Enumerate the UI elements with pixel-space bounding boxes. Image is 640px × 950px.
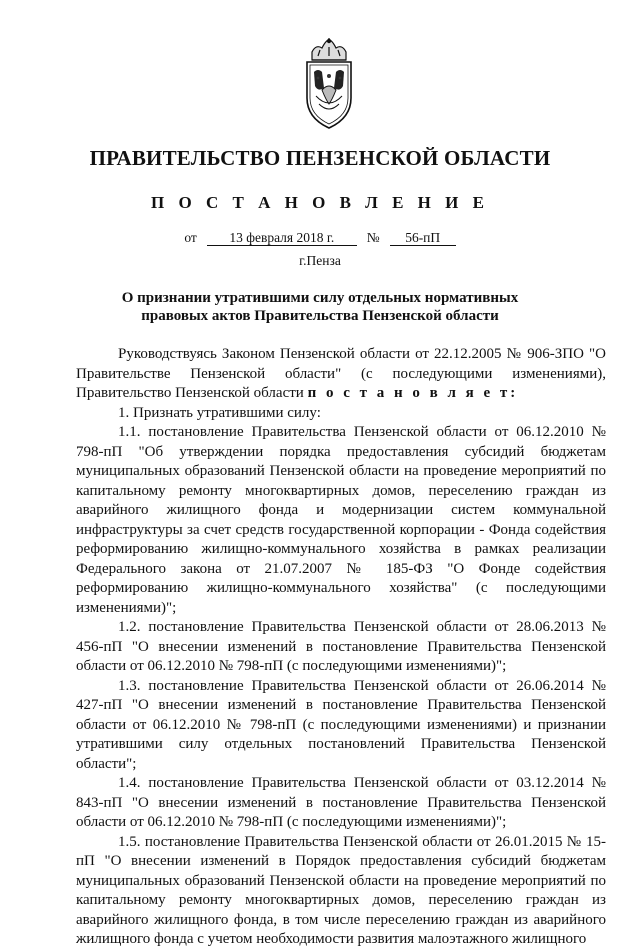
preamble-paragraph bbox=[76, 345, 606, 404]
document-date: 13 февраля 2018 г. bbox=[207, 230, 357, 246]
city-name: г.Пенза bbox=[299, 253, 341, 268]
item-1-1: 1.1. постановление Правительства Пензенской области от 06.12.2010 № 798-пП "Об утверждении порядка предоставления субсидий бюджетам муниципальных образований Пензенской области на проведение мероприятий по капитальному ремонту многоквартирных домов, переселению граждан из аварийного жилищного фонда и модернизации систем коммунальной инфраструктуры за счет средств государственной корпорации - Фонда содействия реформированию жилищно-коммунального хозяйства в рамках реализации Федерального закона от 21.07.2007 № 185-ФЗ "О Фонде содействия реформированию жилищно-коммунального хозяйства" (с последующими изменениями)"; bbox=[76, 424, 606, 616]
document-number: 56-пП bbox=[390, 230, 456, 246]
document-type-title: П О С Т А Н О В Л Е Н И Е bbox=[151, 193, 489, 212]
item-1-5: 1.5. постановление Правительства Пензенской области от 26.01.2015 № 15-пП "О внесении изменений в Порядок предоставления субсидий бюджетам муниципальных образований Пензенской области на проведение мероприятий по капитальному ремонту многоквартирных домов, переселению граждан из аварийного жилищного фонда, в том числе переселению граждан из аварийного жилищного фонда с учетом необходимости развития малоэтажного жилищного bbox=[76, 833, 606, 947]
subject-line-1: О признании утратившими силу отдельных нормативных bbox=[121, 290, 519, 306]
date-number-line bbox=[0, 230, 640, 246]
number-prefix: № bbox=[366, 230, 380, 245]
date-prefix: от bbox=[184, 230, 197, 245]
item-1: 1. Признать утратившими силу: bbox=[118, 404, 321, 421]
item-1-3: 1.3. постановление Правительства Пензенской области от 26.06.2014 № 427-пП "О внесении изменений в постановление Правительства Пензенской области от 06.12.2010 № 798-пП (с последующими изменениями) и признании утратившими силу отдельных постановлений Правительства Пензенской области"; bbox=[76, 677, 606, 772]
preamble-text: Руководствуясь Законом Пензенской области от 22.12.2005 № 906-ЗПО "О Правительстве Пензенской области" (с последующими изменениями), Правительство Пензенской области bbox=[76, 346, 606, 401]
item-1-2: 1.2. постановление Правительства Пензенской области от 28.06.2013 № 456-пП "О внесении изменений в постановление Правительства Пензенской области от 06.12.2010 № 798-пП (с последующими изменениями)"; bbox=[76, 619, 606, 674]
subject-line-2: правовых актов Правительства Пензенской области bbox=[141, 308, 499, 324]
penza-coat-of-arms-icon bbox=[298, 38, 360, 130]
document-body bbox=[76, 345, 606, 950]
resolves-word: п о с т а н о в л я е т: bbox=[307, 385, 519, 401]
government-title: ПРАВИТЕЛЬСТВО ПЕНЗЕНСКОЙ ОБЛАСТИ bbox=[89, 146, 551, 170]
item-1-4: 1.4. постановление Правительства Пензенской области от 03.12.2014 № 843-пП "О внесении изменений в постановление Правительства Пензенской области от 06.12.2010 № 798-пП (с последующими изменениями)"; bbox=[76, 775, 606, 830]
document-subject bbox=[0, 289, 640, 325]
